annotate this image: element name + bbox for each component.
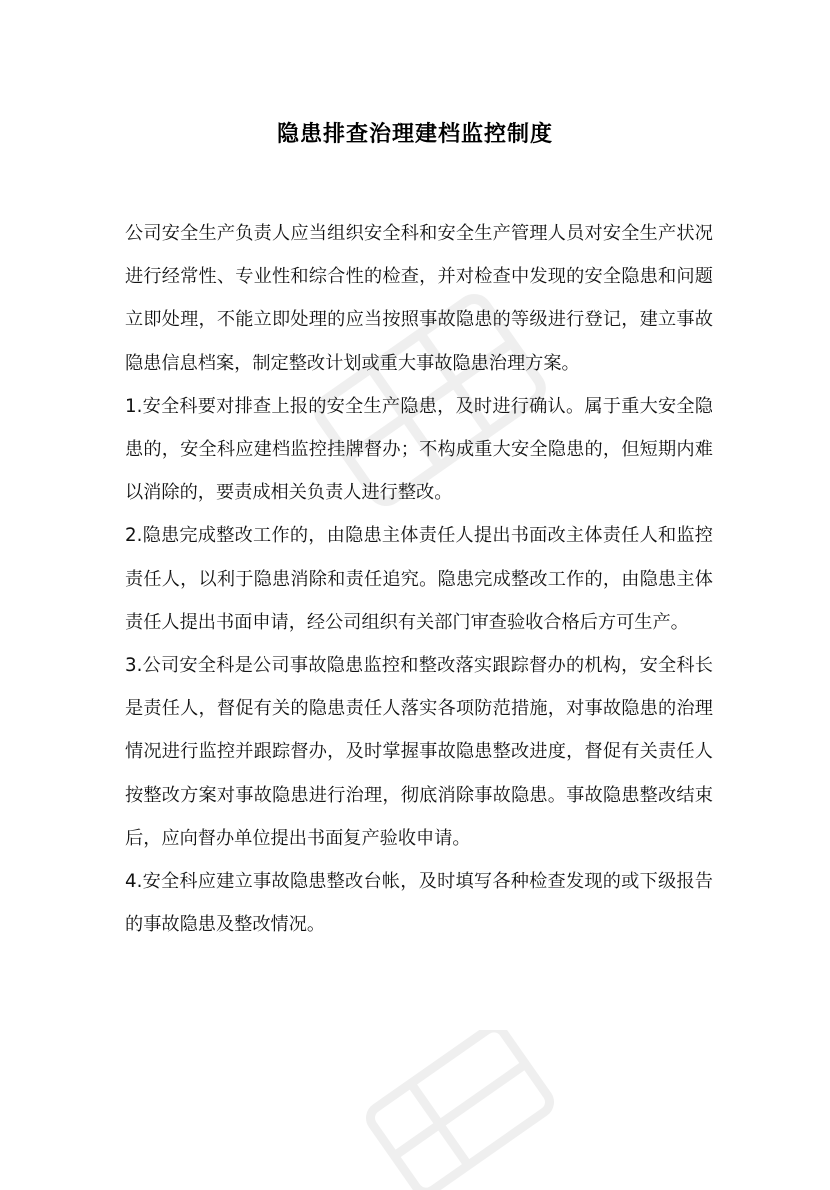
paragraph-intro: 公司安全生产负责人应当组织安全科和安全生产管理人员对安全生产状况进行经常性、专业性和综合性的检查，并对检查中发现的安全隐患和问题立即处理，不能立即处理的应当按照事故隐患的等级进行登记，建立事故隐患信息档案，制定整改计划或重大事故隐患治理方案。 xyxy=(125,223,713,374)
paragraph-item-1: 1.安全科要对排查上报的安全生产隐患，及时进行确认。属于重大安全隐患的，安全科应建档监控挂牌督办；不构成重大安全隐患的，但短期内难以消除的，要责成相关负责人进行整改。 xyxy=(125,395,713,504)
watermark-seal-icon xyxy=(360,1030,560,1190)
page-title: 隐患排查治理建档监控制度 xyxy=(276,122,553,147)
paragraph-item-4: 4.安全科应建立事故隐患整改台帐，及时填写各种检查发现的或下级报告的事故隐患及整改情况。 xyxy=(125,871,713,936)
document-body xyxy=(125,212,713,946)
paragraph-item-2: 2.隐患完成整改工作的，由隐患主体责任人提出书面改主体责任人和监控责任人，以利于隐患消除和责任追究。隐患完成整改工作的，由隐患主体责任人提出书面申请，经公司组织有关部门审查验收合格后方可生产。 xyxy=(125,525,713,633)
paragraph-item-3: 3.公司安全科是公司事故隐患监控和整改落实跟踪督办的机构，安全科长是责任人，督促有关的隐患责任人落实各项防范措施，对事故隐患的治理情况进行监控并跟踪督办，及时掌握事故隐患整改进度，督促有关责任人按整改方案对事故隐患进行治理，彻底消除事故隐患。事故隐患整改结束后，应向督办单位提出书面复产验收申请。 xyxy=(125,655,713,849)
